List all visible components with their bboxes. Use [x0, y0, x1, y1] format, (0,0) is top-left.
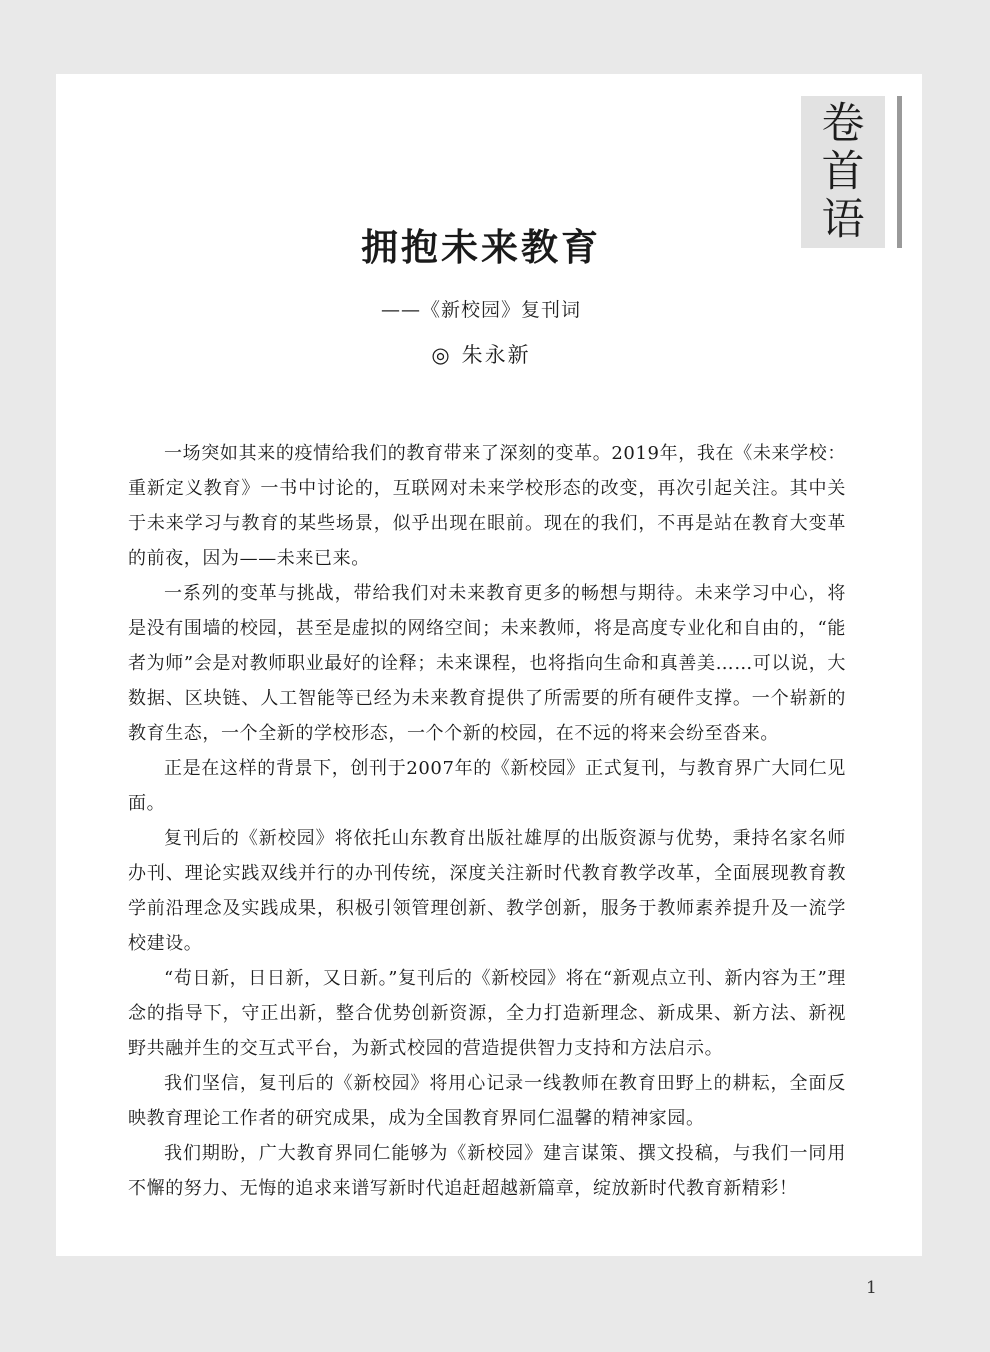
body-paragraph: “苟日新，日日新，又日新。”复刊后的《新校园》将在“新观点立刊、新内容为王”理念的指导下，守正出新，整合优势创新资源，全力打造新理念、新成果、新方法、新视野共融并生的交互式平台，为新式校园的营造提供智力支持和方法启示。 — [128, 968, 846, 1059]
article-author — [56, 340, 906, 370]
section-tab-char: 语 — [821, 195, 865, 245]
author-mark: ◎ — [431, 343, 452, 367]
body-paragraph: 一场突如其来的疫情给我们的教育带来了深刻的变革。2019年，我在《未来学校：重新定义教育》一书中讨论的，互联网对未来学校形态的改变，再次引起关注。其中关于未来学习与教育的某些场景，似乎出现在眼前。现在的我们，不再是站在教育大变革的前夜，因为——未来已来。 — [128, 443, 846, 569]
body-paragraph: 正是在这样的背景下，创刊于2007年的《新校园》正式复刊，与教育界广大同仁见面。 — [128, 758, 846, 814]
article-subtitle: ——《新校园》复刊词 — [380, 299, 581, 321]
body-paragraph: 我们坚信，复刊后的《新校园》将用心记录一线教师在教育田野上的耕耘，全面反映教育理论工作者的研究成果，成为全国教育界同仁温馨的精神家园。 — [128, 1073, 846, 1129]
section-tab-char: 卷 — [821, 99, 865, 149]
article-body — [128, 436, 846, 1206]
body-paragraph: 我们期盼，广大教育界同仁能够为《新校园》建言谋策、撰文投稿，与我们一同用不懈的努力、无悔的追求来谱写新时代追赶超越新篇章，绽放新时代教育新精彩！ — [128, 1143, 846, 1199]
section-tab-char: 首 — [821, 147, 865, 197]
body-paragraph: 复刊后的《新校园》将依托山东教育出版社雄厚的出版资源与优势，秉持名家名师办刊、理论实践双线并行的办刊传统，深度关注新时代教育教学改革，全面展现教育教学前沿理念及实践成果，积极引领管理创新、教学创新，服务于教师素养提升及一流学校建设。 — [128, 828, 846, 954]
author-name: 朱永新 — [461, 343, 531, 367]
page-number: 1 — [866, 1278, 877, 1298]
body-paragraph: 一系列的变革与挑战，带给我们对未来教育更多的畅想与期待。未来学习中心，将是没有围墙的校园，甚至是虚拟的网络空间；未来教师，将是高度专业化和自由的，“能者为师”会是对教师职业最好的诠释；未来课程，也将指向生命和真善美……可以说，大数据、区块链、人工智能等已经为未来教育提供了所需要的所有硬件支撑。一个崭新的教育生态，一个全新的学校形态，一个个新的校园，在不远的将来会纷至沓来。 — [128, 583, 846, 744]
page-sheet — [56, 74, 922, 1256]
article-title: 拥抱未来教育 — [361, 226, 601, 269]
